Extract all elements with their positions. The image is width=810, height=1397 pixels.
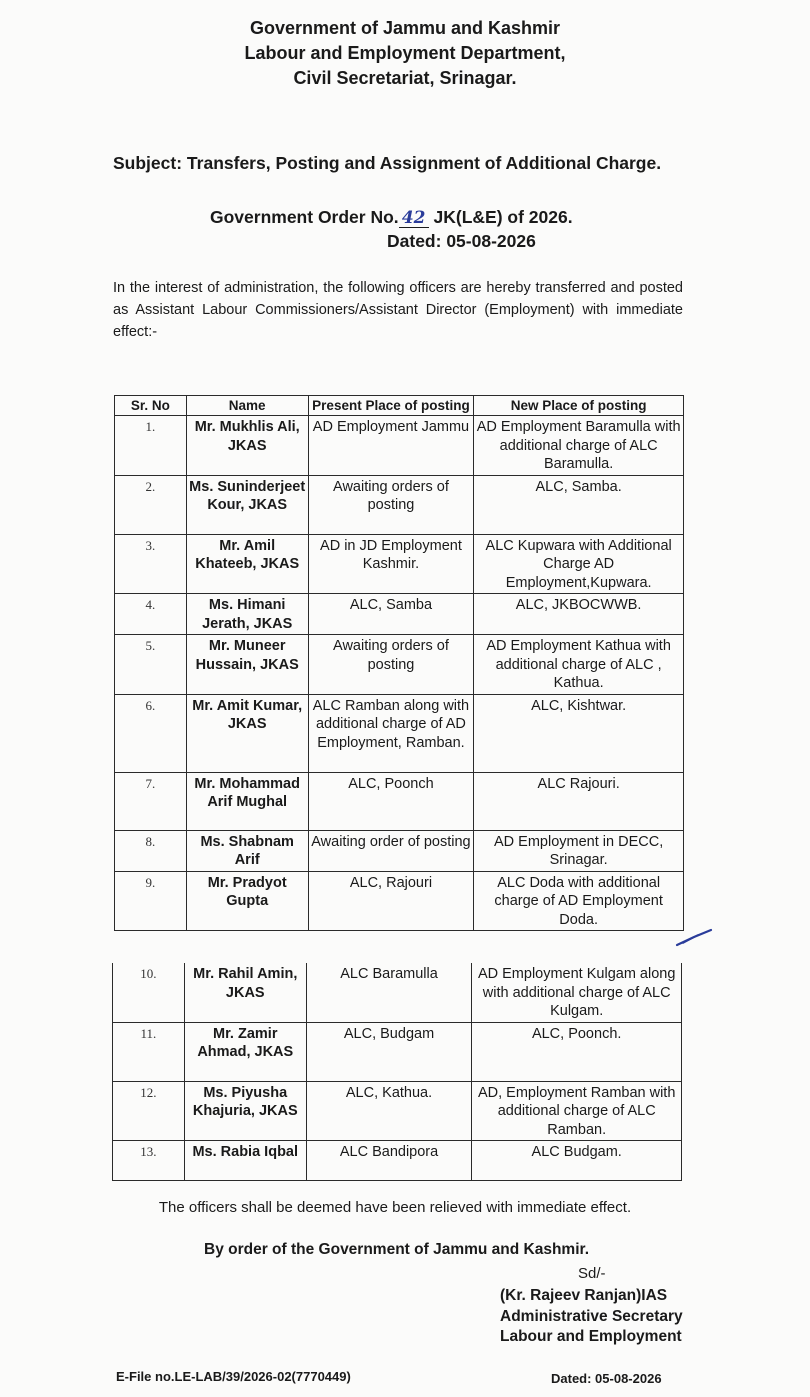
order-number-handwritten: 42 xyxy=(399,209,429,228)
efile-number: E-File no.LE-LAB/39/2026-02(7770449) xyxy=(116,1369,351,1384)
table-row xyxy=(113,1081,682,1141)
cell-new-place: AD Employment Baramulla with additional charge of ALC Baramulla. xyxy=(474,416,684,476)
cell-present-place: ALC, Poonch xyxy=(308,772,474,830)
table-row xyxy=(115,594,684,635)
cell-sr-no: 13. xyxy=(113,1141,185,1181)
signatory-block xyxy=(500,1286,683,1348)
cell-present-place: AD in JD Employment Kashmir. xyxy=(308,534,474,594)
subject-line xyxy=(113,151,681,175)
pen-tick-mark xyxy=(674,925,714,949)
order-date-line xyxy=(387,231,536,252)
cell-sr-no: 7. xyxy=(115,772,187,830)
by-order-line: By order of the Government of Jammu and Kashmir. xyxy=(204,1241,589,1258)
col-header-name: Name xyxy=(186,396,308,416)
cell-sr-no: 9. xyxy=(115,871,187,931)
cell-name: Mr. Mohammad Arif Mughal xyxy=(186,772,308,830)
signature-sd: Sd/- xyxy=(578,1265,606,1282)
transfer-table-part-2 xyxy=(112,963,682,1181)
table-row xyxy=(115,871,684,931)
col-header-new-place: New Place of posting xyxy=(474,396,684,416)
col-header-sr-no: Sr. No xyxy=(115,396,187,416)
cell-present-place: ALC Ramban along with additional charge of AD Employment, Ramban. xyxy=(308,694,474,772)
subject-label: Subject: xyxy=(113,153,183,173)
header-department: Labour and Employment Department, xyxy=(244,43,566,63)
cell-new-place: AD Employment Kulgam along with additional charge of ALC Kulgam. xyxy=(472,963,682,1022)
cell-present-place: ALC, Kathua. xyxy=(306,1081,472,1141)
cell-present-place: AD Employment Jammu xyxy=(308,416,474,476)
cell-present-place: ALC, Samba xyxy=(308,594,474,635)
cell-sr-no: 3. xyxy=(115,534,187,594)
transfer-table-part-1 xyxy=(114,395,684,931)
order-prefix: Government Order No. xyxy=(210,207,399,227)
cell-name: Mr. Zamir Ahmad, JKAS xyxy=(184,1022,306,1081)
cell-present-place: Awaiting orders of posting xyxy=(308,475,474,534)
signatory-title: Administrative Secretary xyxy=(500,1307,683,1325)
cell-sr-no: 11. xyxy=(113,1022,185,1081)
intro-paragraph: In the interest of administration, the following officers are hereby transferred and posted as Assistant Labour Commissioners/Assistant Director (Employment) with immediate effect:- xyxy=(113,280,683,340)
table-row xyxy=(115,475,684,534)
cell-sr-no: 10. xyxy=(113,963,185,1022)
signatory-department: Labour and Employment xyxy=(500,1328,682,1345)
cell-name: Mr. Rahil Amin, JKAS xyxy=(184,963,306,1022)
cell-new-place: ALC Rajouri. xyxy=(474,772,684,830)
cell-present-place: ALC, Rajouri xyxy=(308,871,474,931)
table-row xyxy=(115,694,684,772)
table-row xyxy=(113,1022,682,1081)
cell-new-place: ALC Kupwara with Additional Charge AD Employment,Kupwara. xyxy=(474,534,684,594)
col-header-present-place: Present Place of posting xyxy=(308,396,474,416)
table-row xyxy=(113,1141,682,1181)
cell-new-place: AD Employment in DECC, Srinagar. xyxy=(474,830,684,871)
table-row xyxy=(115,416,684,476)
header-location: Civil Secretariat, Srinagar. xyxy=(293,68,517,88)
footer-date: Dated: 05-08-2026 xyxy=(551,1371,662,1386)
cell-name: Ms. Piyusha Khajuria, JKAS xyxy=(184,1081,306,1141)
cell-name: Ms. Shabnam Arif xyxy=(186,830,308,871)
cell-name: Mr. Muneer Hussain, JKAS xyxy=(186,635,308,695)
cell-present-place: ALC, Budgam xyxy=(306,1022,472,1081)
cell-new-place: ALC, Poonch. xyxy=(472,1022,682,1081)
subject-text: Transfers, Posting and Assignment of Additional Charge. xyxy=(186,153,662,173)
cell-sr-no: 12. xyxy=(113,1081,185,1141)
table-row xyxy=(113,963,682,1022)
cell-new-place: AD Employment Kathua with additional charge of ALC , Kathua. xyxy=(474,635,684,695)
order-suffix: JK(L&E) of 2026. xyxy=(433,207,573,227)
table-header-row xyxy=(115,396,684,416)
dated-label: Dated: xyxy=(387,231,442,251)
signatory-name: (Kr. Rajeev Ranjan)IAS xyxy=(500,1287,668,1304)
cell-name: Ms. Himani Jerath, JKAS xyxy=(186,594,308,635)
cell-new-place: ALC, Samba. xyxy=(474,475,684,534)
cell-sr-no: 8. xyxy=(115,830,187,871)
cell-new-place: AD, Employment Ramban with additional charge of ALC Ramban. xyxy=(472,1081,682,1141)
cell-name: Mr. Mukhlis Ali, JKAS xyxy=(186,416,308,476)
dated-value: 05-08-2026 xyxy=(446,231,536,251)
cell-sr-no: 5. xyxy=(115,635,187,695)
cell-name: Ms. Rabia Iqbal xyxy=(184,1141,306,1181)
cell-present-place: ALC Bandipora xyxy=(306,1141,472,1181)
cell-present-place: Awaiting order of posting xyxy=(308,830,474,871)
cell-sr-no: 1. xyxy=(115,416,187,476)
cell-sr-no: 4. xyxy=(115,594,187,635)
cell-new-place: ALC Budgam. xyxy=(472,1141,682,1181)
cell-name: Mr. Amil Khateeb, JKAS xyxy=(186,534,308,594)
table-row xyxy=(115,830,684,871)
table-row xyxy=(115,772,684,830)
cell-new-place: ALC, Kishtwar. xyxy=(474,694,684,772)
header-government: Government of Jammu and Kashmir xyxy=(249,18,561,38)
cell-new-place: ALC Doda with additional charge of AD Employment Doda. xyxy=(474,871,684,931)
cell-new-place: ALC, JKBOCWWB. xyxy=(474,594,684,635)
cell-name: Mr. Amit Kumar, JKAS xyxy=(186,694,308,772)
relieved-statement: The officers shall be deemed have been relieved with immediate effect. xyxy=(158,1199,632,1216)
cell-present-place: Awaiting orders of posting xyxy=(308,635,474,695)
cell-name: Ms. Suninderjeet Kour, JKAS xyxy=(186,475,308,534)
table-row xyxy=(115,635,684,695)
cell-sr-no: 2. xyxy=(115,475,187,534)
order-number-line xyxy=(210,207,573,228)
cell-name: Mr. Pradyot Gupta xyxy=(186,871,308,931)
cell-sr-no: 6. xyxy=(115,694,187,772)
table-row xyxy=(115,534,684,594)
cell-present-place: ALC Baramulla xyxy=(306,963,472,1022)
